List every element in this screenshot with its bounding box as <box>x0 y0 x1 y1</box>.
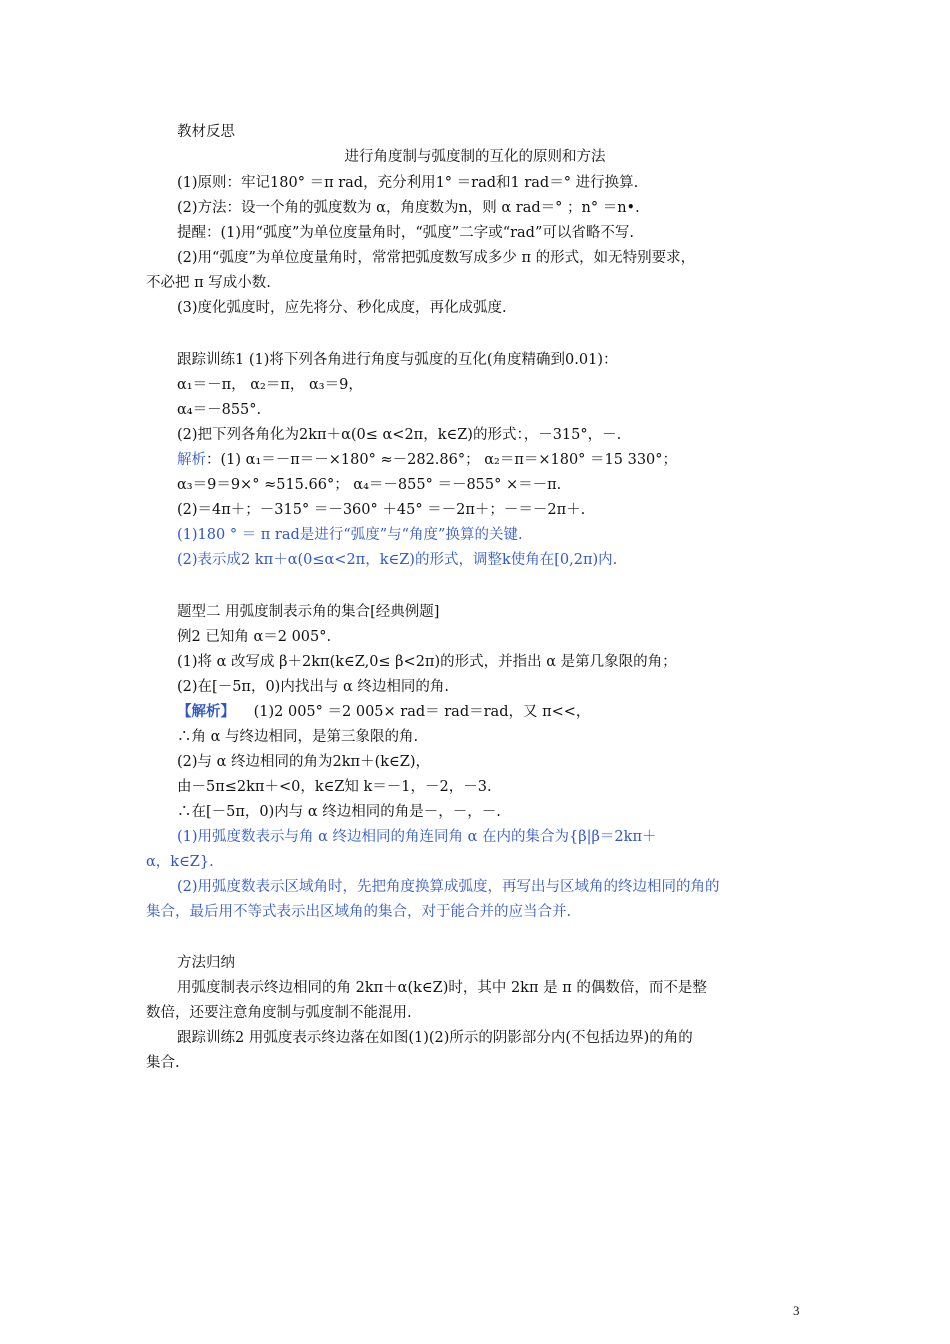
text-line: 用弧度制表示终边相同的角 2kπ＋α(k∈Z)时，其中 2kπ 是 π 的偶数倍，而不是整 <box>177 980 707 996</box>
centered-title: 进行角度制与弧度制的互化的原则和方法 <box>344 149 606 165</box>
text-line: (1)原则：牢记180° ＝π rad，充分利用1° ＝rad和1 rad＝° 进行换算. <box>177 175 639 191</box>
solution-line <box>177 450 677 470</box>
text-line: (2)把下列各角化为2kπ＋α(0≤ α<2π，k∈Z)的形式：，－315°，－. <box>177 427 622 443</box>
text-line: 跟踪训练2 用弧度表示终边落在如图(1)(2)所示的阴影部分内(不包括边界)的角的 <box>177 1030 693 1046</box>
highlight-note: (2)用弧度数表示区域角时，先把角度换算成弧度，再写出与区域角的终边相同的角的 <box>177 879 720 895</box>
text-line: 提醒：(1)用“弧度”为单位度量角时，“弧度”二字或“rad”可以省略不写. <box>177 225 634 241</box>
solution-line <box>177 702 590 722</box>
text-line: (1)将 α 改写成 β＋2kπ(k∈Z,0≤ β<2π)的形式，并指出 α 是第几象限的角； <box>177 654 677 670</box>
text-line: ∴在[－5π，0)内与 α 终边相同的角是－，－，－. <box>177 804 501 820</box>
text-line: 由－5π≤2kπ＋<0，k∈Z知 k＝－1，－2，－3. <box>177 779 492 795</box>
text-line: (2)用“弧度”为单位度量角时，常常把弧度数写成多少 π 的形式，如无特别要求， <box>177 250 696 266</box>
exercise-heading: 跟踪训练1 (1)将下列各角进行角度与弧度的互化(角度精确到0.01)： <box>177 352 618 368</box>
text-line: 数倍，还要注意角度制与弧度制不能混用. <box>146 1005 412 1021</box>
highlight-note: (1)180 ° ＝ π rad是进行“弧度”与“角度”换算的关键. <box>177 527 523 543</box>
text-line: α₁＝－π， α₂＝π， α₃＝9， <box>177 377 363 393</box>
text-line: 不必把 π 写成小数. <box>146 275 271 291</box>
section-heading: 题型二 用弧度制表示角的集合[经典例题] <box>177 604 440 620</box>
page-number: 3 <box>793 1303 800 1318</box>
solution-label: 解析 <box>177 452 206 468</box>
solution-tag: 【解析】 <box>177 703 235 720</box>
text-line: (3)度化弧度时，应先将分、秒化成度，再化成弧度. <box>177 300 507 316</box>
text-line: 集合. <box>146 1055 180 1071</box>
solution-text: (1)2 005° ＝2 005× rad＝ rad＝rad，又 π<<， <box>253 704 591 720</box>
highlight-note: α，k∈Z}. <box>146 854 214 870</box>
text-line: (2)＝4π＋；－315° ＝－360° ＋45° ＝－2π＋；－＝－2π＋. <box>177 502 586 518</box>
text-line: α₃＝9＝9×° ≈515.66°； α₄＝－855° ＝－855° ×＝－π. <box>177 477 562 493</box>
text-line: (2)与 α 终边相同的角为2kπ＋(k∈Z)， <box>177 754 430 770</box>
text-line: α₄＝－855°. <box>177 402 262 418</box>
highlight-note: (1)用弧度数表示与角 α 终边相同的角连同角 α 在内的集合为{β|β＝2kπ＋ <box>177 829 657 845</box>
highlight-note: (2)表示成2 kπ＋α(0≤α<2π，k∈Z)的形式，调整k使角在[0,2π)内. <box>177 552 618 568</box>
section-heading: 方法归纳 <box>177 955 235 971</box>
highlight-note: 集合，最后用不等式表示出区域角的集合，对于能合并的应当合并. <box>146 904 572 920</box>
solution-rest: ：(1) α₁＝－π＝－×180° ≈－282.86°； α₂＝π＝×180° ＝15 330°； <box>206 452 678 468</box>
section-heading: 教材反思 <box>177 124 235 140</box>
text-line: (2)在[－5π，0)内找出与 α 终边相同的角. <box>177 679 449 695</box>
example-heading: 例2 已知角 α＝2 005°. <box>177 629 332 645</box>
text-line: ∴角 α 与终边相同，是第三象限的角. <box>177 729 419 745</box>
text-line: (2)方法：设一个角的弧度数为 α，角度数为n，则 α rad＝° ；n° ＝n•. <box>177 200 640 216</box>
